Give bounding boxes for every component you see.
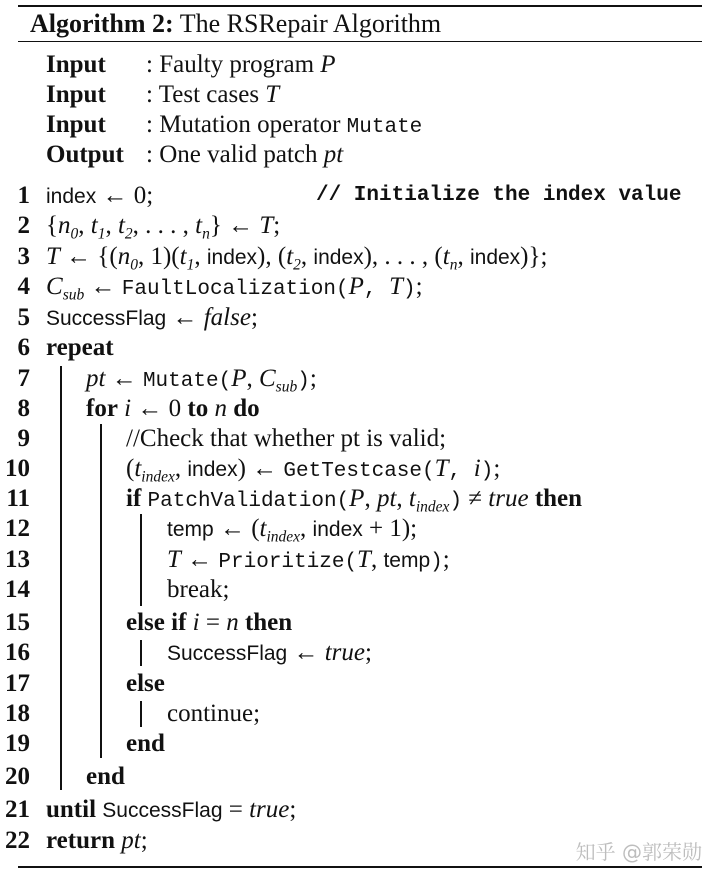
else-block-bar xyxy=(140,701,142,727)
algo-line-2: 2 {$n_0$, $t_1$, $t_2$, . . . , $t_n$} ← T; xyxy=(17,212,281,243)
algo-line-9: 9 //Check that whether pt is valid; xyxy=(17,425,447,452)
algorithm-label: Algorithm 2: xyxy=(30,9,174,38)
algo-line-8: 8 for i ← 0 to n do xyxy=(17,395,260,422)
title-rule xyxy=(18,41,702,42)
watermark: 知乎 @郭荣勋 xyxy=(575,840,702,864)
input-program: Input : Faulty program P xyxy=(46,51,336,78)
input-test-cases: Input : Test cases T xyxy=(46,81,280,108)
algo-line-14: 14 break; xyxy=(5,576,230,603)
for-block-bar xyxy=(100,424,102,758)
algo-line-16: 16 SuccessFlag ← true; xyxy=(5,639,372,666)
else-if-block-bar xyxy=(140,640,142,666)
input-mutation-operator: Input : Mutation operator Mutate xyxy=(46,111,423,139)
algo-line-1: 1 index ← 0; // Initialize the index value xyxy=(17,182,682,209)
algo-line-3: 3 T ← {($n_0$, $1)(t_1$, index), ($t_2$, index), . . . , ($t_n$, index)}; xyxy=(17,243,548,274)
algo-line-10: 10 ($t_{index}$, index) ← GetTestcase(T, i); xyxy=(5,455,501,486)
algo-line-7: 7 pt ← Mutate(P, $C_{sub}$); xyxy=(17,365,317,396)
algo-line-12: 12 temp ← ($t_{index}$, index + 1); xyxy=(5,515,418,546)
if-block-bar xyxy=(140,514,142,606)
algo-line-6: 6 repeat xyxy=(17,334,114,361)
output-patch: Output : One valid patch pt xyxy=(46,141,344,168)
algo-line-4: 4 $C_{sub}$ ← FaultLocalization(P, T); xyxy=(17,273,423,304)
algo-line-13: 13 T ← Prioritize(T, temp); xyxy=(5,546,450,574)
algorithm-title xyxy=(30,8,441,40)
top-rule xyxy=(18,5,702,7)
algo-line-18: 18 continue; xyxy=(5,700,261,727)
algo-line-21: 21 until SuccessFlag = true; xyxy=(5,796,297,823)
comment-initialize: // Initialize the index value xyxy=(316,184,682,207)
algo-line-19: 19 end xyxy=(5,730,165,757)
algo-line-22: 22 return pt; xyxy=(5,827,148,854)
repeat-block-bar xyxy=(60,366,62,790)
algorithm-name: The RSRepair Algorithm xyxy=(179,9,442,38)
comment-check-valid: //Check that whether pt is valid; xyxy=(126,425,447,452)
algo-line-15: 15 else if i = n then xyxy=(5,609,293,636)
algo-line-20: 20 end xyxy=(5,763,125,790)
algo-line-5: 5 SuccessFlag ← false; xyxy=(17,304,258,331)
bottom-rule xyxy=(18,866,702,868)
algo-line-11: 11 if PatchValidation(P, pt, $t_{index}$) ≠ true then xyxy=(6,485,583,516)
algo-line-17: 17 else xyxy=(5,670,165,697)
